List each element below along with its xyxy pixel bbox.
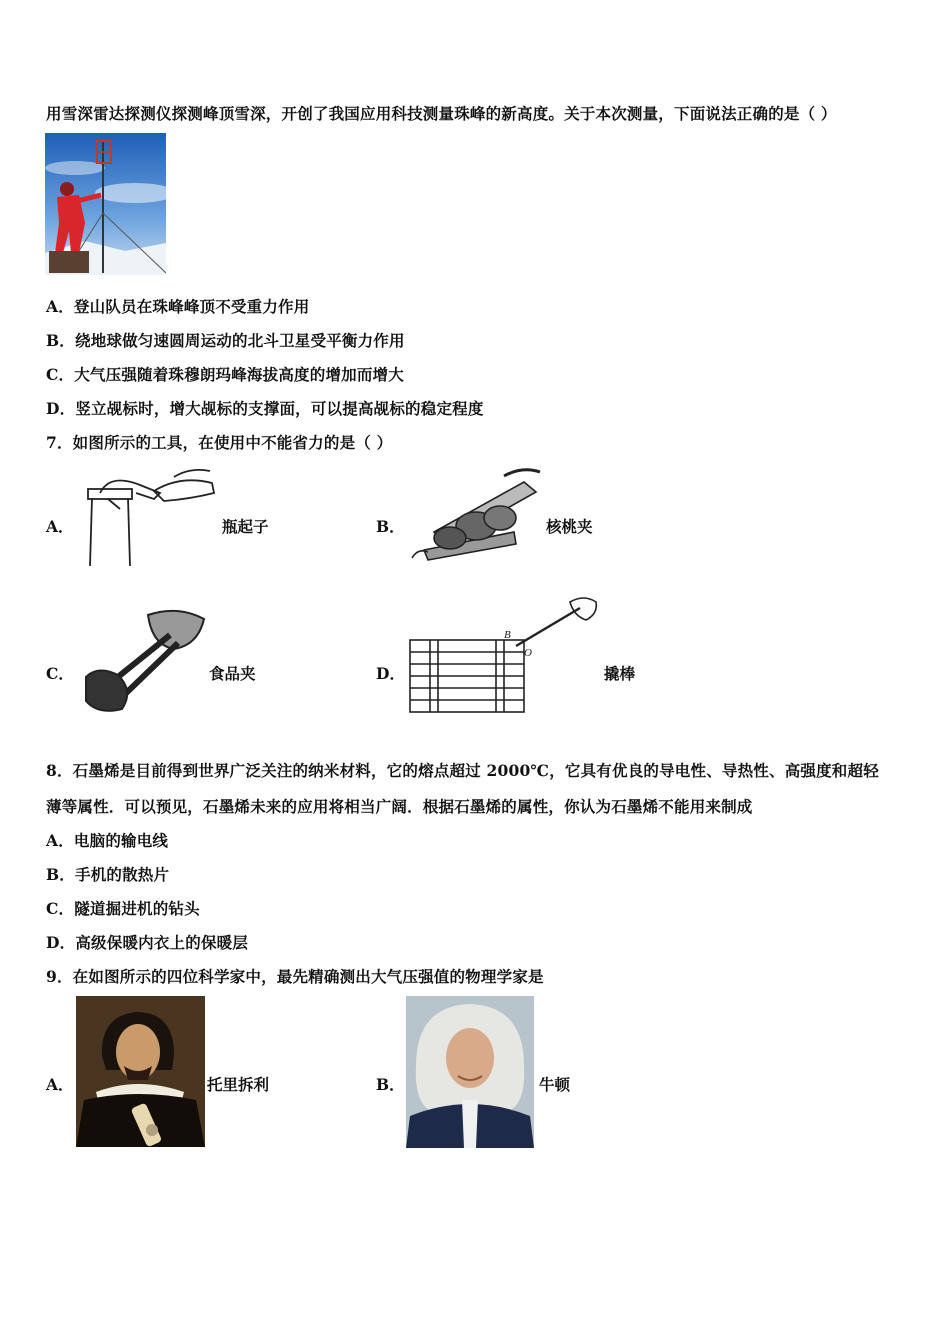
question-8-option-d: D．高级保暖内衣上的保暖层: [46, 933, 249, 952]
question-9-option-b-caption: 牛顿: [539, 1075, 571, 1094]
question-8-stem-line1: 8．石墨烯是目前得到世界广泛关注的纳米材料，它的熔点超过 2000℃，它具有优良的导电性、导热性、高强度和超轻: [46, 761, 879, 780]
question-8-stem-line2: 薄等属性．可以预见，石墨烯未来的应用将相当广阔．根据石墨烯的属性，你认为石墨烯不能用来制成: [46, 797, 753, 816]
crowbar-drawing: [404, 594, 604, 718]
question-9-option-a-letter: A．: [46, 1075, 74, 1094]
question-6-option-d: D．竖立觇标时，增大觇标的支撑面，可以提高觇标的稳定程度: [46, 399, 484, 418]
bottle-opener-drawing: [80, 463, 220, 568]
crowbar-label-o: O: [524, 647, 532, 659]
question-8-option-a: A．电脑的输电线: [46, 831, 169, 850]
question-7-option-a-caption: 瓶起子: [222, 517, 269, 536]
question-9-option-b-letter: B．: [376, 1075, 405, 1094]
question-8-option-b: B．手机的散热片: [46, 865, 170, 884]
question-6-stem: 用雪深雷达探测仪探测峰顶雪深，开创了我国应用科技测量珠峰的新高度。关于本次测量，下面说法正确的是（ ）: [46, 104, 837, 123]
question-6-option-b: B．绕地球做匀速圆周运动的北斗卫星受平衡力作用: [46, 331, 405, 350]
everest-surveyor-photo: [45, 133, 166, 275]
question-7-option-d-caption: 撬棒: [604, 664, 636, 683]
question-7-stem: 7．如图所示的工具，在使用中不能省力的是（ ）: [46, 433, 393, 452]
question-9-option-a-caption: 托里拆利: [207, 1075, 270, 1094]
question-6-option-a: A．登山队员在珠峰峰顶不受重力作用: [46, 297, 310, 316]
question-6-option-c: C．大气压强随着珠穆朗玛峰海拔高度的增加而增大: [46, 365, 404, 384]
food-tongs-drawing: [78, 605, 208, 717]
question-7-option-b-letter: B．: [376, 517, 405, 536]
torricelli-portrait: [76, 996, 205, 1147]
question-7-option-a-letter: A．: [46, 517, 74, 536]
newton-portrait: [406, 996, 534, 1148]
walnut-cracker-drawing: [404, 462, 544, 568]
question-7-option-d-letter: D．: [376, 664, 405, 683]
question-7-option-b-caption: 核桃夹: [546, 517, 593, 536]
question-8-option-c: C．隧道掘进机的钻头: [46, 899, 200, 918]
question-9-stem: 9．在如图所示的四位科学家中，最先精确测出大气压强值的物理学家是: [46, 967, 544, 986]
question-7-option-c-letter: C．: [46, 664, 74, 683]
question-7-option-c-caption: 食品夹: [209, 664, 256, 683]
crowbar-label-b: B: [504, 629, 511, 641]
